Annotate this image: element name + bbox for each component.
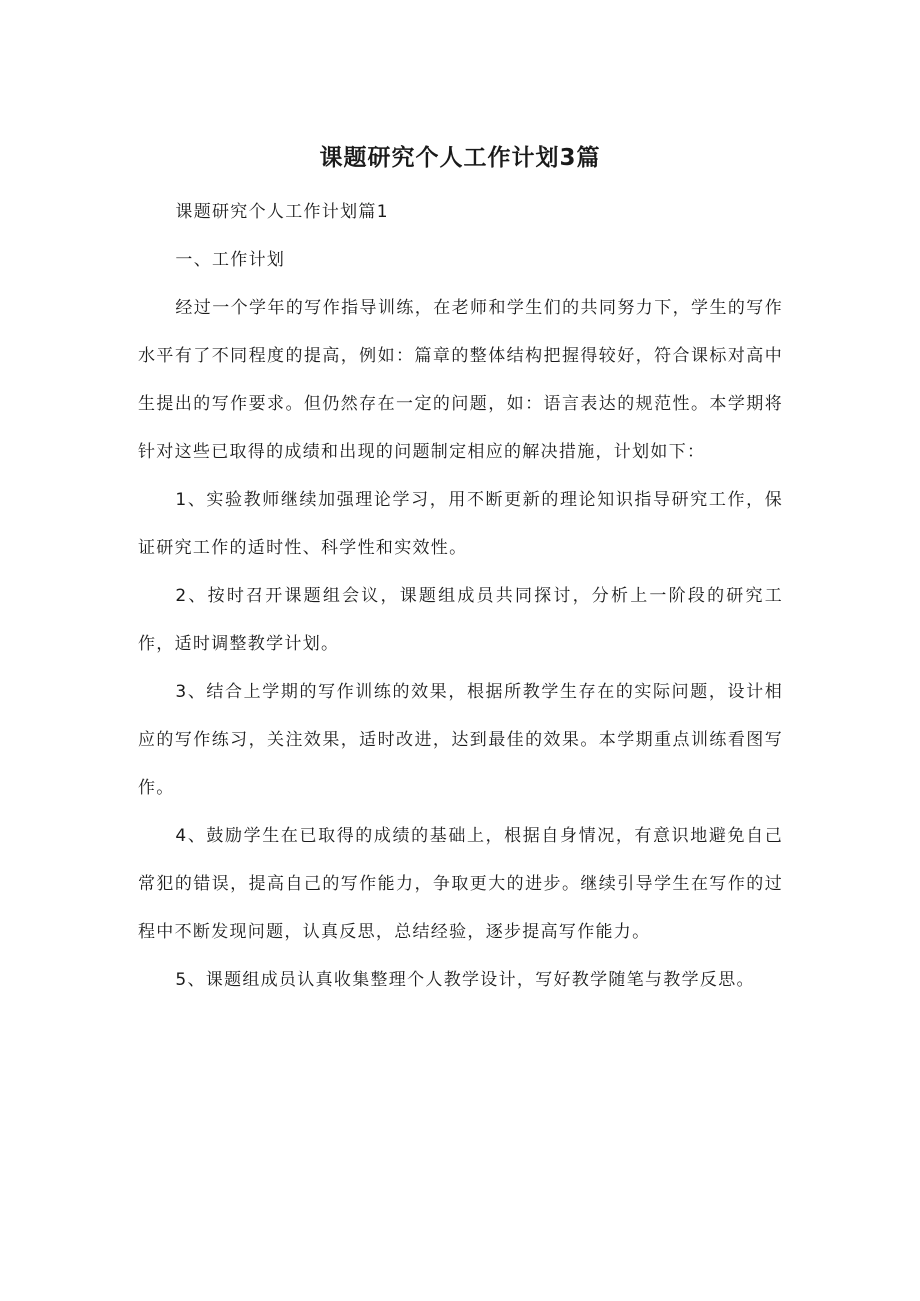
- intro-paragraph: 经过一个学年的写作指导训练，在老师和学生们的共同努力下，学生的写作水平有了不同程度的提高，例如：篇章的整体结构把握得较好，符合课标对高中生提出的写作要求。但仍然存在一定的问题，如：语言表达的规范性。本学期将针对这些已取得的成绩和出现的问题制定相应的解决措施，计划如下：: [138, 298, 783, 462]
- plan-item-4: 4、鼓励学生在已取得的成绩的基础上，根据自身情况，有意识地避免自己常犯的错误，提高自己的写作能力，争取更大的进步。继续引导学生在写作的过程中不断发现问题，认真反思，总结经验，逐步提高写作能力。: [138, 826, 783, 942]
- plan-item-3: 3、结合上学期的写作训练的效果，根据所教学生存在的实际问题，设计相应的写作练习，关注效果，适时改进，达到最佳的效果。本学期重点训练看图写作。: [138, 682, 783, 798]
- plan-item-2: 2、按时召开课题组会议，课题组成员共同探讨，分析上一阶段的研究工作，适时调整教学计划。: [138, 586, 783, 654]
- document-title: 课题研究个人工作计划3篇: [319, 145, 601, 171]
- plan-item-1: 1、实验教师继续加强理论学习，用不断更新的理论知识指导研究工作，保证研究工作的适时性、科学性和实效性。: [138, 490, 783, 558]
- section-heading: 课题研究个人工作计划篇1: [175, 202, 389, 222]
- document-body: [138, 188, 783, 1004]
- subsection-heading: 一、工作计划: [175, 250, 286, 270]
- plan-item-5: 5、课题组成员认真收集整理个人教学设计，写好教学随笔与教学反思。: [175, 970, 755, 990]
